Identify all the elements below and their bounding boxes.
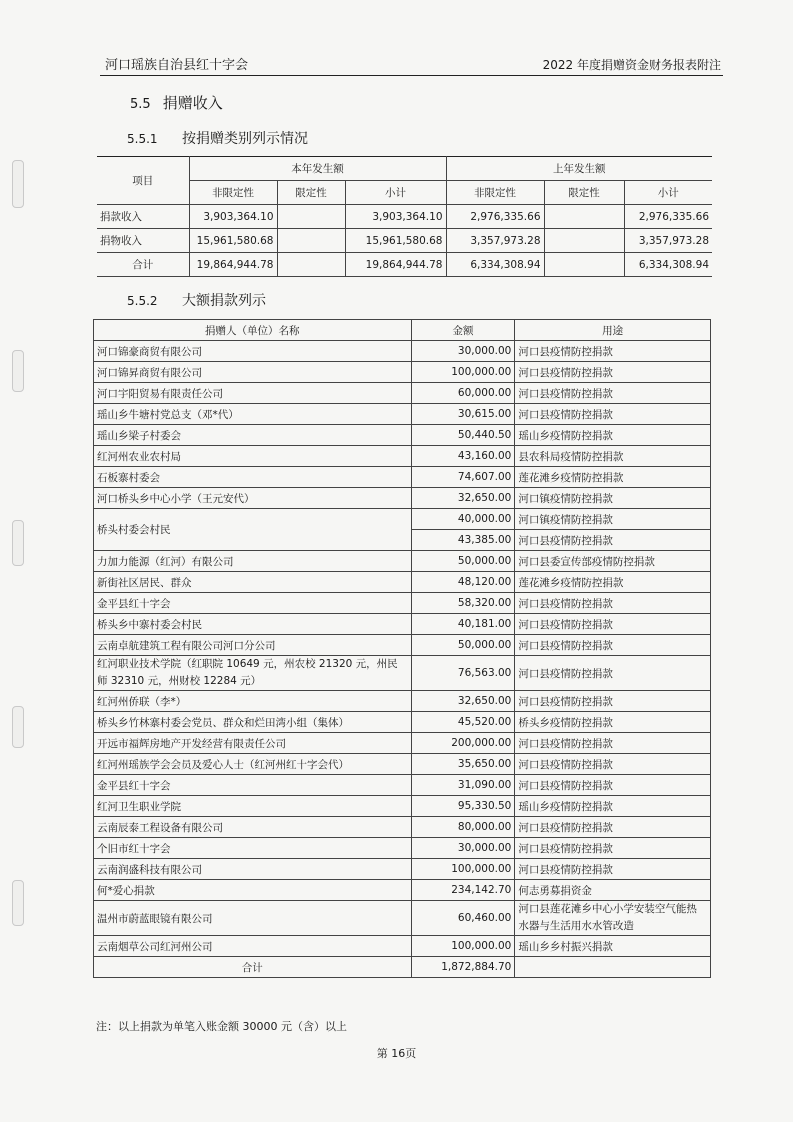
footnote: 注：以上捐款为单笔入账金额 30000 元（含）以上 bbox=[96, 1020, 347, 1033]
row-item: 合计 bbox=[97, 253, 189, 277]
binding-mark bbox=[12, 350, 24, 392]
donor-name: 红河州侨联（李*） bbox=[94, 691, 412, 712]
group-header-current-year: 本年发生额 bbox=[189, 157, 446, 181]
donation-amount: 200,000.00 bbox=[411, 733, 515, 754]
binding-mark bbox=[12, 160, 24, 208]
donation-purpose: 河口县疫情防控捐款 bbox=[515, 691, 711, 712]
donation-purpose: 河口县疫情防控捐款 bbox=[515, 383, 711, 404]
table-row bbox=[94, 341, 711, 362]
donation-purpose: 瑶山乡疫情防控捐款 bbox=[515, 796, 711, 817]
donation-amount: 100,000.00 bbox=[411, 936, 515, 957]
cell-value bbox=[277, 253, 345, 277]
donor-name: 云南卓航建筑工程有限公司河口分公司 bbox=[94, 635, 412, 656]
donor-name: 金平县红十字会 bbox=[94, 593, 412, 614]
donation-amount: 100,000.00 bbox=[411, 859, 515, 880]
donation-purpose: 河口县委宣传部疫情防控捐款 bbox=[515, 551, 711, 572]
donor-name: 桥头乡竹林寨村委会党员、群众和烂田湾小组（集体） bbox=[94, 712, 412, 733]
donation-amount: 40,000.00 bbox=[411, 509, 515, 530]
subsection-heading-2 bbox=[127, 290, 266, 310]
donation-purpose: 桥头乡疫情防控捐款 bbox=[515, 712, 711, 733]
donor-name: 桥头村委会村民 bbox=[94, 509, 412, 551]
total-label: 合计 bbox=[94, 957, 412, 978]
donation-purpose: 河口县疫情防控捐款 bbox=[515, 733, 711, 754]
total-amount: 1,872,884.70 bbox=[411, 957, 515, 978]
donor-name: 红河州瑶族学会会员及爱心人士（红河州红十字会代） bbox=[94, 754, 412, 775]
donation-purpose: 河口县疫情防控捐款 bbox=[515, 404, 711, 425]
subsection-title: 按捐赠类别列示情况 bbox=[182, 131, 308, 147]
donation-amount: 32,650.00 bbox=[411, 691, 515, 712]
table-row bbox=[94, 383, 711, 404]
table-total-row bbox=[94, 957, 711, 978]
cell-value: 19,864,944.78 bbox=[189, 253, 277, 277]
donation-purpose: 河口县疫情防控捐款 bbox=[515, 614, 711, 635]
donation-amount: 35,650.00 bbox=[411, 754, 515, 775]
table-row bbox=[94, 796, 711, 817]
donation-purpose: 莲花滩乡疫情防控捐款 bbox=[515, 467, 711, 488]
donation-amount: 74,607.00 bbox=[411, 467, 515, 488]
table-row bbox=[94, 572, 711, 593]
binding-mark bbox=[12, 880, 24, 926]
donation-amount: 30,615.00 bbox=[411, 404, 515, 425]
donor-name: 温州市蔚蓝眼镜有限公司 bbox=[94, 901, 412, 936]
subsection-number: 5.5.2 bbox=[127, 294, 158, 308]
donation-purpose: 河口县莲花滩乡中心小学安装空气能热水器与生活用水水管改造 bbox=[515, 901, 711, 936]
donation-purpose: 河口镇疫情防控捐款 bbox=[515, 488, 711, 509]
donor-name: 个旧市红十字会 bbox=[94, 838, 412, 859]
donation-purpose: 河口县疫情防控捐款 bbox=[515, 859, 711, 880]
cell-value: 2,976,335.66 bbox=[624, 205, 712, 229]
col-header-amount: 金额 bbox=[411, 320, 515, 341]
donation-amount: 50,440.50 bbox=[411, 425, 515, 446]
cell-value bbox=[544, 205, 624, 229]
subsection-heading-1 bbox=[127, 128, 308, 148]
section-heading bbox=[130, 92, 223, 113]
section-title: 捐赠收入 bbox=[162, 94, 223, 112]
table-row bbox=[94, 754, 711, 775]
donor-name: 石板寨村委会 bbox=[94, 467, 412, 488]
donation-amount: 40,181.00 bbox=[411, 614, 515, 635]
header-rule bbox=[100, 75, 723, 76]
binding-mark bbox=[12, 706, 24, 748]
donation-category-table bbox=[97, 156, 712, 277]
col-header: 非限定性 bbox=[189, 181, 277, 205]
donation-amount: 60,460.00 bbox=[411, 901, 515, 936]
col-header: 小计 bbox=[624, 181, 712, 205]
donor-name: 河口桥头乡中心小学（王元安代） bbox=[94, 488, 412, 509]
cell-value: 3,357,973.28 bbox=[446, 229, 544, 253]
table-header-row bbox=[94, 320, 711, 341]
section-number: 5.5 bbox=[130, 97, 151, 112]
donor-name: 何*爱心捐款 bbox=[94, 880, 412, 901]
cell-value bbox=[277, 229, 345, 253]
donation-purpose: 河口县疫情防控捐款 bbox=[515, 362, 711, 383]
table-row bbox=[94, 656, 711, 691]
table-row bbox=[94, 614, 711, 635]
row-item: 捐款收入 bbox=[97, 205, 189, 229]
header-org: 河口瑶族自治县红十字会 bbox=[105, 58, 249, 73]
donation-amount: 30,000.00 bbox=[411, 838, 515, 859]
col-header: 非限定性 bbox=[446, 181, 544, 205]
donor-name: 云南辰泰工程设备有限公司 bbox=[94, 817, 412, 838]
table-row bbox=[94, 901, 711, 936]
subsection-number: 5.5.1 bbox=[127, 132, 158, 146]
donation-purpose: 河口县疫情防控捐款 bbox=[515, 656, 711, 691]
cell-value: 19,864,944.78 bbox=[345, 253, 446, 277]
donation-amount: 100,000.00 bbox=[411, 362, 515, 383]
group-header-prior-year: 上年发生额 bbox=[446, 157, 712, 181]
donor-name: 红河州农业农村局 bbox=[94, 446, 412, 467]
donation-amount: 43,160.00 bbox=[411, 446, 515, 467]
donor-name: 云南润盛科技有限公司 bbox=[94, 859, 412, 880]
donation-amount: 32,650.00 bbox=[411, 488, 515, 509]
table-row bbox=[94, 425, 711, 446]
table-row bbox=[94, 362, 711, 383]
donation-amount: 95,330.50 bbox=[411, 796, 515, 817]
col-header: 小计 bbox=[345, 181, 446, 205]
table-row bbox=[94, 936, 711, 957]
cell-value: 3,903,364.10 bbox=[345, 205, 446, 229]
donation-purpose: 河口县疫情防控捐款 bbox=[515, 775, 711, 796]
table-row bbox=[94, 446, 711, 467]
donor-name: 红河卫生职业学院 bbox=[94, 796, 412, 817]
donation-purpose: 河口县疫情防控捐款 bbox=[515, 530, 711, 551]
table-row bbox=[94, 712, 711, 733]
table-row bbox=[94, 488, 711, 509]
cell-value: 2,976,335.66 bbox=[446, 205, 544, 229]
donor-name: 河口宇阳贸易有限责任公司 bbox=[94, 383, 412, 404]
donation-amount: 50,000.00 bbox=[411, 551, 515, 572]
col-header: 限定性 bbox=[277, 181, 345, 205]
cell-value bbox=[544, 229, 624, 253]
cell-value bbox=[277, 205, 345, 229]
donation-amount: 48,120.00 bbox=[411, 572, 515, 593]
donation-amount: 60,000.00 bbox=[411, 383, 515, 404]
binding-mark bbox=[12, 520, 24, 566]
donation-purpose: 河口县疫情防控捐款 bbox=[515, 817, 711, 838]
row-item: 捐物收入 bbox=[97, 229, 189, 253]
table-row bbox=[94, 509, 711, 530]
table-row bbox=[97, 205, 712, 229]
table-row bbox=[94, 593, 711, 614]
table-row bbox=[94, 691, 711, 712]
donor-name: 桥头乡中寨村委会村民 bbox=[94, 614, 412, 635]
large-donations-table bbox=[93, 319, 711, 978]
donor-name: 新街社区居民、群众 bbox=[94, 572, 412, 593]
cell-value: 6,334,308.94 bbox=[624, 253, 712, 277]
cell-value: 3,357,973.28 bbox=[624, 229, 712, 253]
table-row bbox=[94, 635, 711, 656]
donation-amount: 234,142.70 bbox=[411, 880, 515, 901]
donor-name: 红河职业技术学院（红职院 10649 元，州农校 21320 元，州民师 32310 元，州财校 12284 元） bbox=[94, 656, 412, 691]
cell-value bbox=[544, 253, 624, 277]
donation-purpose: 瑶山乡疫情防控捐款 bbox=[515, 425, 711, 446]
donation-purpose: 瑶山乡乡村振兴捐款 bbox=[515, 936, 711, 957]
table-row bbox=[97, 229, 712, 253]
donation-amount: 43,385.00 bbox=[411, 530, 515, 551]
donor-name: 河口锦昇商贸有限公司 bbox=[94, 362, 412, 383]
donation-amount: 50,000.00 bbox=[411, 635, 515, 656]
table-header-row bbox=[97, 157, 712, 181]
cell-value: 15,961,580.68 bbox=[345, 229, 446, 253]
total-purpose bbox=[515, 957, 711, 978]
table-row bbox=[94, 880, 711, 901]
donation-purpose: 河口县疫情防控捐款 bbox=[515, 635, 711, 656]
table-header-row bbox=[97, 181, 712, 205]
donor-name: 金平县红十字会 bbox=[94, 775, 412, 796]
table-total-row bbox=[97, 253, 712, 277]
donation-purpose: 河口县疫情防控捐款 bbox=[515, 593, 711, 614]
donation-purpose: 河口县疫情防控捐款 bbox=[515, 838, 711, 859]
table-row bbox=[94, 404, 711, 425]
table-row bbox=[94, 838, 711, 859]
col-header-item: 项目 bbox=[97, 157, 189, 205]
donation-amount: 80,000.00 bbox=[411, 817, 515, 838]
table-row bbox=[94, 859, 711, 880]
donation-purpose: 河口镇疫情防控捐款 bbox=[515, 509, 711, 530]
page-number: 第 16页 bbox=[376, 1047, 417, 1060]
table-row bbox=[94, 551, 711, 572]
donor-name: 云南烟草公司红河州公司 bbox=[94, 936, 412, 957]
donor-name: 力加力能源（红河）有限公司 bbox=[94, 551, 412, 572]
col-header: 限定性 bbox=[544, 181, 624, 205]
donation-purpose: 河口县疫情防控捐款 bbox=[515, 754, 711, 775]
donor-name: 河口锦豪商贸有限公司 bbox=[94, 341, 412, 362]
table-row bbox=[94, 775, 711, 796]
col-header-purpose: 用途 bbox=[515, 320, 711, 341]
col-header-donor: 捐赠人（单位）名称 bbox=[94, 320, 412, 341]
cell-value: 6,334,308.94 bbox=[446, 253, 544, 277]
donor-name: 瑶山乡牛塘村党总支（邓*代） bbox=[94, 404, 412, 425]
donation-amount: 45,520.00 bbox=[411, 712, 515, 733]
donation-purpose: 莲花滩乡疫情防控捐款 bbox=[515, 572, 711, 593]
donor-name: 开远市福辉房地产开发经营有限责任公司 bbox=[94, 733, 412, 754]
donation-amount: 31,090.00 bbox=[411, 775, 515, 796]
cell-value: 3,903,364.10 bbox=[189, 205, 277, 229]
donation-amount: 76,563.00 bbox=[411, 656, 515, 691]
donation-purpose: 河口县疫情防控捐款 bbox=[515, 341, 711, 362]
subsection-title: 大额捐款列示 bbox=[182, 293, 266, 309]
donation-purpose: 县农科局疫情防控捐款 bbox=[515, 446, 711, 467]
donation-purpose: 何志勇募捐资金 bbox=[515, 880, 711, 901]
header-report-title: 2022 年度捐赠资金财务报表附注 bbox=[542, 58, 721, 72]
table-row bbox=[94, 467, 711, 488]
table-row bbox=[94, 733, 711, 754]
donor-name: 瑶山乡梁子村委会 bbox=[94, 425, 412, 446]
donation-amount: 30,000.00 bbox=[411, 341, 515, 362]
donation-amount: 58,320.00 bbox=[411, 593, 515, 614]
table-row bbox=[94, 817, 711, 838]
cell-value: 15,961,580.68 bbox=[189, 229, 277, 253]
